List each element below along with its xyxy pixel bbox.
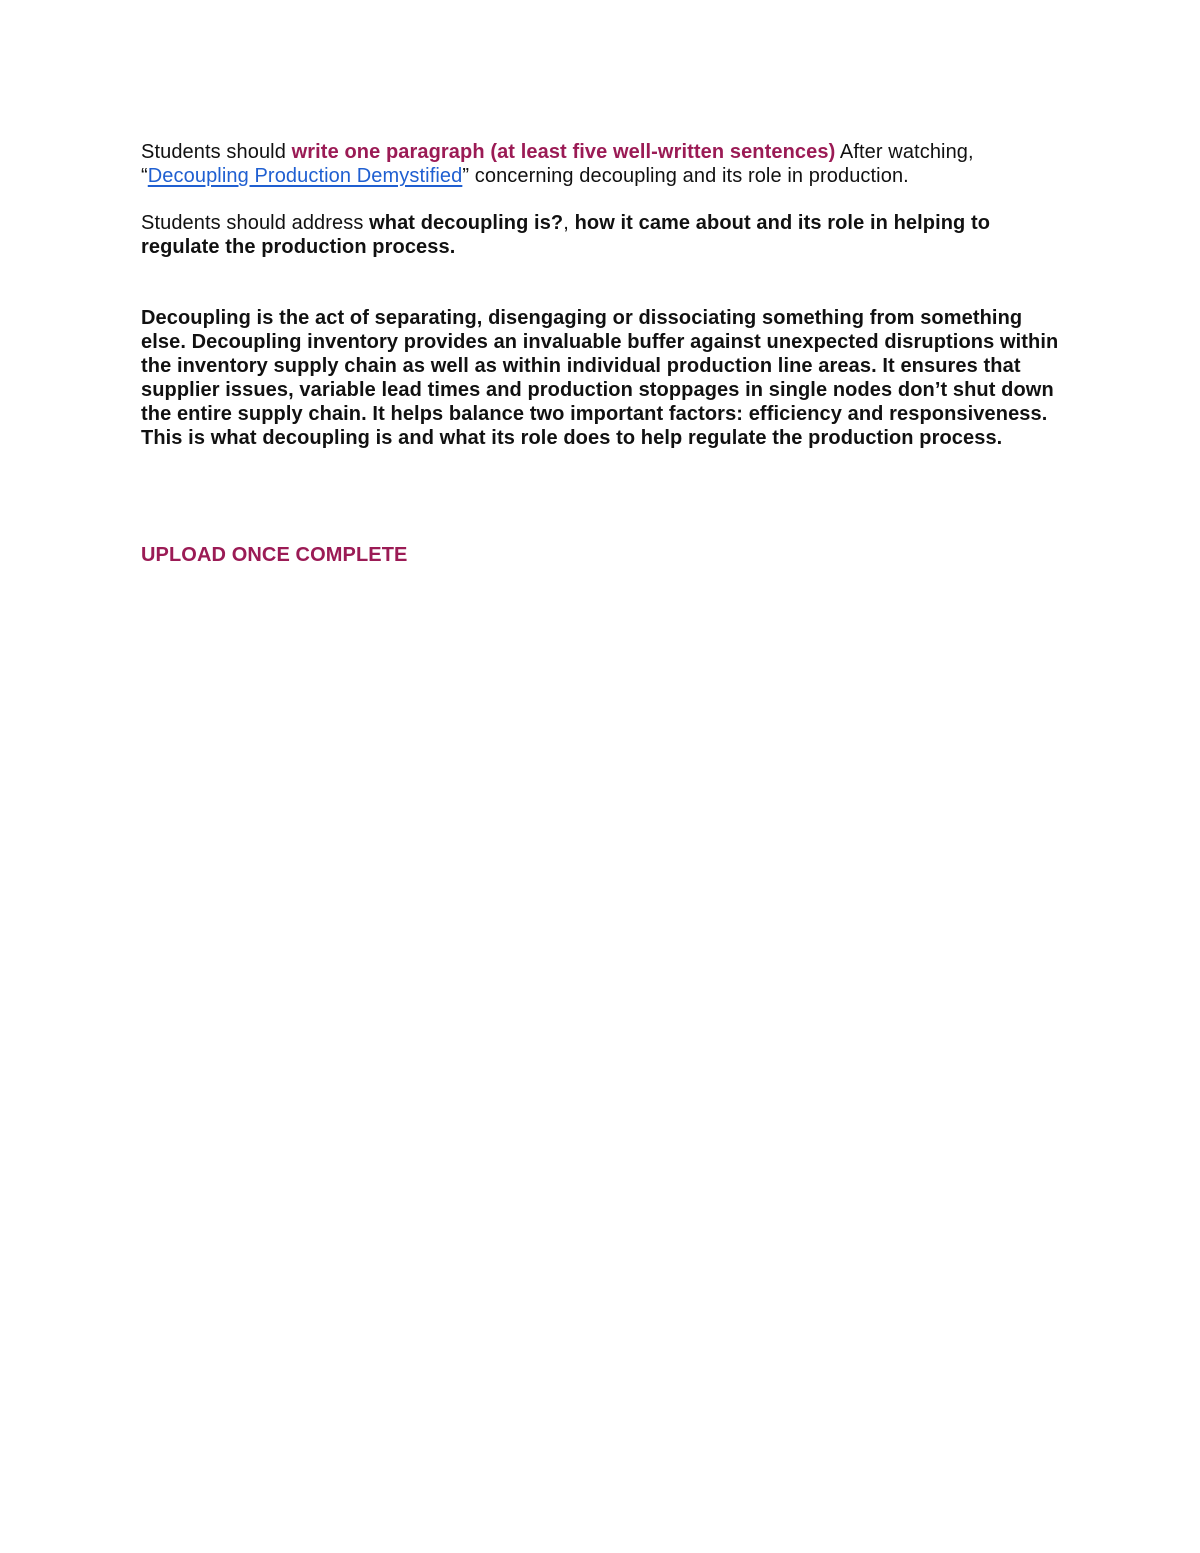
address-comma: , — [563, 212, 569, 234]
address-question: what decoupling is? — [369, 212, 564, 234]
instruction-suffix: ” concerning decoupling and its role in production. — [462, 165, 909, 187]
assignment-instruction — [141, 140, 1071, 188]
document-body — [141, 140, 1071, 567]
instruction-prefix: Students should — [141, 141, 292, 163]
instruction-after-watching: After watching, “ — [141, 141, 974, 187]
address-prefix: Students should address — [141, 212, 370, 234]
address-details: how it came about and its role in helping to regulate the production process. — [141, 212, 991, 258]
upload-notice: UPLOAD ONCE COMPLETE — [141, 544, 408, 566]
answer-paragraph: Decoupling is the act of separating, disengaging or dissociating something from something else. Decoupling inventory provides an invaluable buffer against unexpected disruptions within the inventory supply chain as well as within individual production line areas. It ensures that supplier issues, variable lead times and production stoppages in single nodes don’t shut down the entire supply chain. It helps balance two important factors: efficiency and responsiveness. This is what decoupling is and what its role does to help regulate the production process. — [141, 307, 1059, 449]
video-link[interactable]: Decoupling Production Demystified — [147, 165, 463, 187]
address-instruction — [141, 211, 1071, 259]
instruction-emphasis: write one paragraph (at least five well-written sentences) — [291, 141, 836, 163]
